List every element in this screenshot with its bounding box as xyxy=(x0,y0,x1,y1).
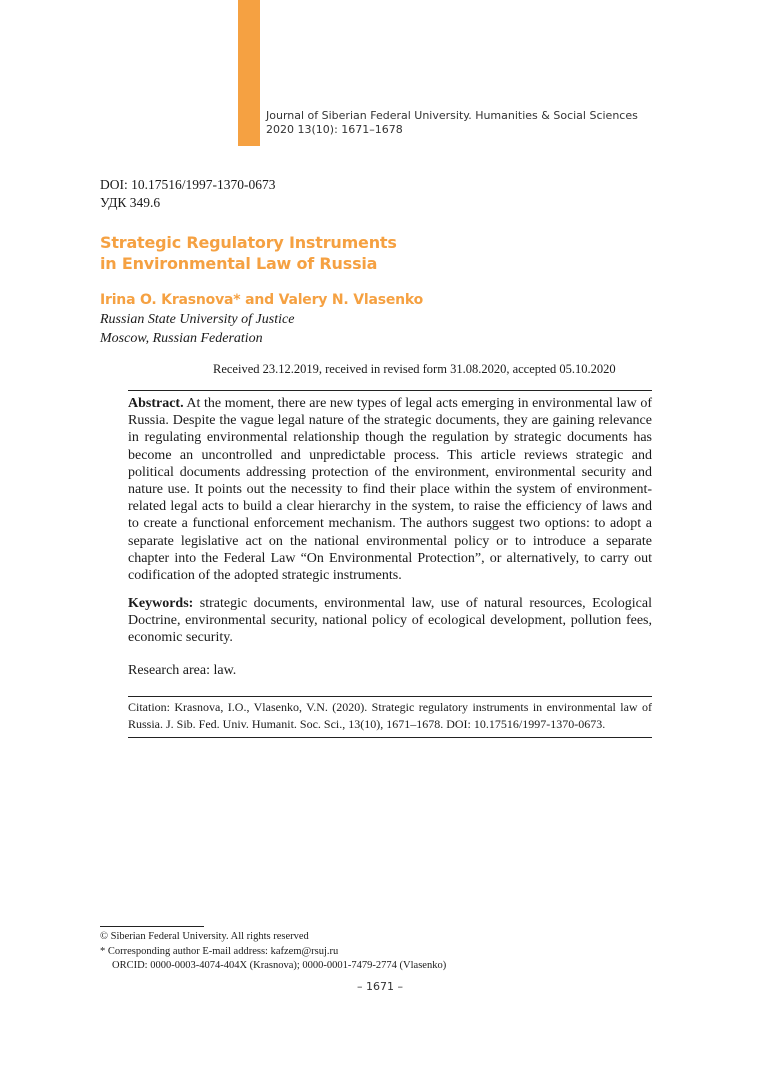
research-area: Research area: law. xyxy=(128,663,237,678)
footnote-copyright: © Siberian Federal University. All rights reserved xyxy=(100,931,309,942)
abstract xyxy=(128,395,652,584)
journal-name: Journal of Siberian Federal University. Humanities & Social Sciences xyxy=(266,109,638,122)
abstract-top-rule xyxy=(128,390,652,391)
title-line-1: Strategic Regulatory Instruments xyxy=(100,233,397,252)
identifiers xyxy=(100,176,276,212)
footnote-corresponding[interactable]: * Corresponding author E-mail address: kafzem@rsuj.ru xyxy=(100,945,339,957)
affiliation xyxy=(100,310,294,348)
affiliation-institution: Russian State University of Justice xyxy=(100,312,295,327)
title-line-2: in Environmental Law of Russia xyxy=(100,254,378,273)
footnote-rule xyxy=(100,926,204,927)
journal-accent-bar xyxy=(238,0,260,146)
authors: Irina O. Krasnova* and Valery N. Vlasenko xyxy=(100,292,424,308)
received-dates: Received 23.12.2019, received in revised form 31.08.2020, accepted 05.10.2020 xyxy=(213,362,616,376)
citation-bottom-rule xyxy=(128,737,652,738)
affiliation-location: Moscow, Russian Federation xyxy=(100,331,263,346)
journal-issue: 2020 13(10): 1671–1678 xyxy=(266,123,403,136)
footnote-orcid: ORCID: 0000-0003-4074-404X (Krasnova); 0000-0001-7479-2774 (Vlasenko) xyxy=(112,960,447,971)
citation-top-rule xyxy=(128,696,652,697)
footnotes xyxy=(100,930,446,974)
citation: Citation: Krasnova, I.O., Vlasenko, V.N. (2020). Strategic regulatory instruments in environmental law of Russia. J. Sib. Fed. Univ. Humanit. Soc. Sci., 13(10), 1671–1678. DOI: 10.17516/1997-1370-0673. xyxy=(128,700,652,731)
abstract-label: Abstract. xyxy=(128,396,184,411)
keywords xyxy=(128,595,652,647)
journal-header xyxy=(266,109,638,137)
keywords-text: strategic documents, environmental law, use of natural resources, Ecological Doctrine, environmental security, national policy of ecological development, pollution fees, economic security. xyxy=(128,596,652,646)
article-title xyxy=(100,232,500,274)
page-number: – 1671 – xyxy=(357,980,403,993)
abstract-text: At the moment, there are new types of legal acts emerging in environmental law of Russia. Despite the vague legal nature of the strategic documents, they are gaining relevance in regulating environmental relationship though the regulation by strategic documents has become an uncontrolled and unpredictable process. This article reviews strategic and political documents addressing protection of the environment, environmental security and nature use. It points out the necessity to find their place within the system of environment-related legal acts to build a clear hierarchy in the system, to raise the efficiency of laws and to create a functional enforcement mechanism. The authors suggest two options: to adopt a separate legislative act on the national environmental policy or to introduce a separate chapter into the Federal Law “On Environmental Protection”, or alternatively, to carry out codification of the adopted strategic instruments. xyxy=(128,396,652,584)
doi-line[interactable]: DOI: 10.17516/1997-1370-0673 xyxy=(100,177,276,192)
keywords-label: Keywords: xyxy=(128,596,194,611)
udk-line: УДК 349.6 xyxy=(100,195,161,210)
